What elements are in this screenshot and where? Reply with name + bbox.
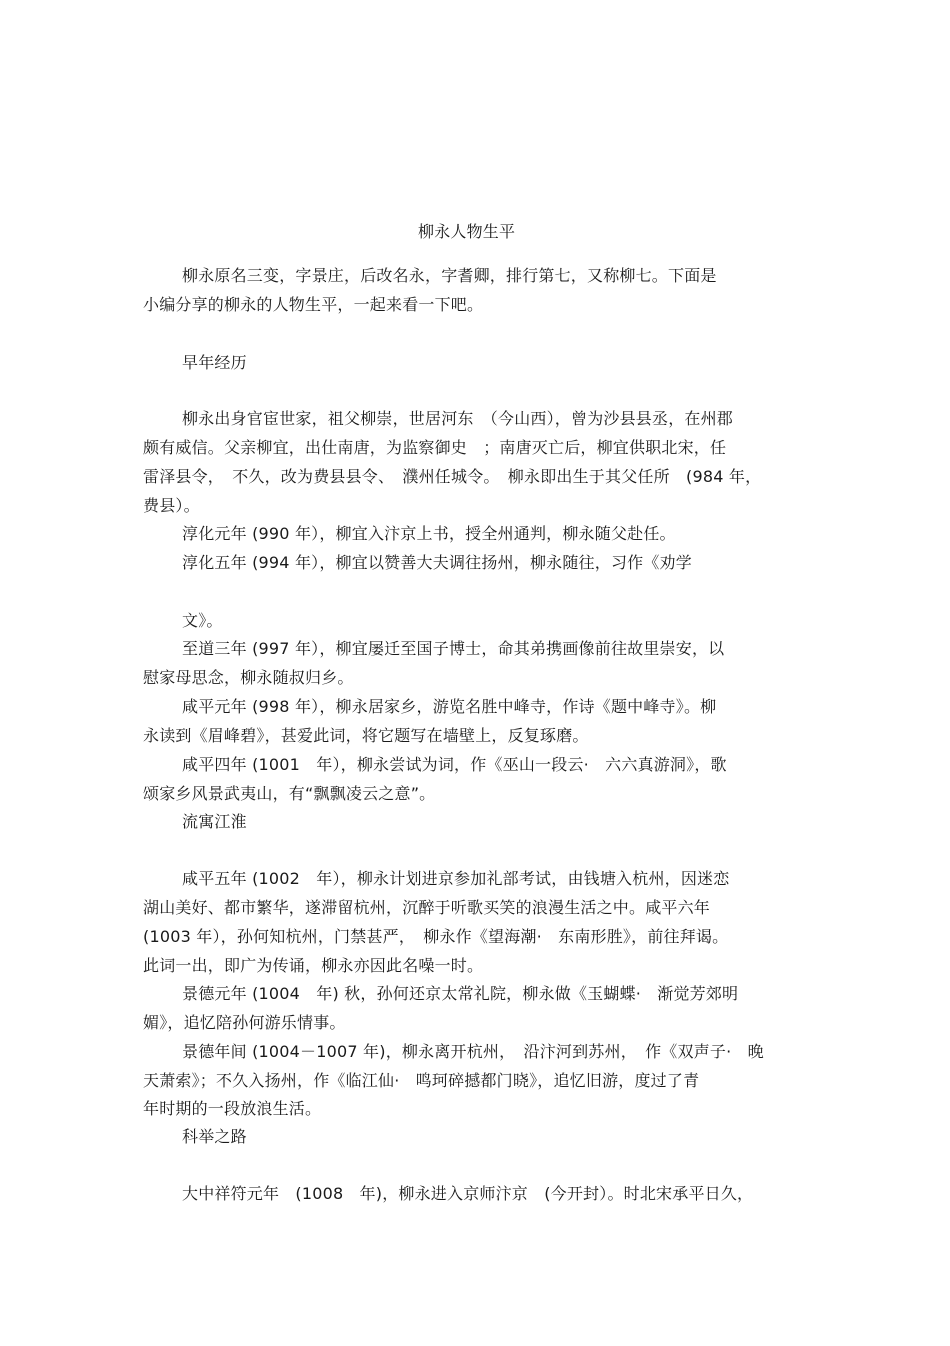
paragraph-1-line-3: 雷泽县令， 不久，改为费县县令、 濮州任城令。 柳永即出生于其父任所 (984 年，	[143, 467, 762, 486]
paragraph-8-line-1: 景德元年 (1004 年) 秋，孙何还京太常礼院，柳永做《玉蝴蝶· 渐觉芳郊明	[182, 984, 739, 1003]
paragraph-6-line-2: 颂家乡风景武夷山，有“飘飘凌云之意”。	[143, 784, 436, 803]
paragraph-2: 淳化元年 (990 年），柳宜入汴京上书，授全州通判，柳永随父赴任。	[182, 524, 676, 543]
paragraph-6-line-1: 咸平四年 (1001 年），柳永尝试为词，作《巫山一段云· 六六真游洞》，歌	[182, 755, 727, 774]
paragraph-7-line-2: 湖山美好、都市繁华，遂滞留杭州，沉醉于听歌买笑的浪漫生活之中。咸平六年	[143, 898, 711, 917]
section-heading-imperial-exam: 科举之路	[182, 1127, 247, 1146]
paragraph-3: 淳化五年 (994 年），柳宜以赞善大夫调往扬州，柳永随往，习作《劝学	[182, 553, 692, 572]
intro-line-1: 柳永原名三变，字景庄，后改名永，字耆卿，排行第七，又称柳七。下面是	[182, 266, 717, 285]
paragraph-5-line-1: 咸平元年 (998 年），柳永居家乡，游览名胜中峰寺，作诗《题中峰寺》。柳	[182, 697, 717, 716]
paragraph-9-line-1: 景德年间 (1004－1007 年)，柳永离开杭州， 沿汴河到苏州， 作《双声子· 晚	[182, 1042, 764, 1061]
intro-line-2: 小编分享的柳永的人物生平，一起来看一下吧。	[143, 295, 484, 314]
section-heading-jianghuai: 流寓江淮	[182, 812, 247, 831]
section-heading-early-years: 早年经历	[182, 353, 247, 372]
paragraph-9-line-2: 天萧索》；不久入扬州，作《临江仙· 鸣珂碎撼都门晓》，追忆旧游，度过了青	[143, 1071, 700, 1090]
paragraph-10: 大中祥符元年 (1008 年)，柳永进入京师汴京 (今开封）。时北宋承平日久，	[182, 1184, 754, 1203]
paragraph-7-line-4: 此词一出，即广为传诵，柳永亦因此名噪一时。	[143, 956, 484, 975]
paragraph-4-line-1: 至道三年 (997 年），柳宜屡迁至国子博士，命其弟携画像前往故里崇安，以	[182, 639, 725, 658]
document-title: 柳永人物生平	[418, 222, 516, 241]
paragraph-4-line-2: 慰家母思念，柳永随叔归乡。	[143, 668, 354, 687]
paragraph-8-line-2: 媚》，追忆陪孙何游乐情事。	[143, 1013, 346, 1032]
paragraph-5-line-2: 永读到《眉峰碧》，甚爱此词，将它题写在墙壁上，反复琢磨。	[143, 726, 589, 745]
paragraph-9-line-3: 年时期的一段放浪生活。	[143, 1099, 322, 1118]
paragraph-1-line-2: 颇有威信。父亲柳宜，出仕南唐，为监察御史 ；南唐灭亡后，柳宜供职北宋，任	[143, 438, 727, 457]
paragraph-1-line-4: 费县）。	[143, 496, 200, 515]
paragraph-7-line-1: 咸平五年 (1002 年），柳永计划进京参加礼部考试，由钱塘入杭州，因迷恋	[182, 869, 730, 888]
paragraph-1-line-1: 柳永出身官宦世家，祖父柳崇，世居河东 （今山西），曾为沙县县丞，在州郡	[182, 409, 734, 428]
paragraph-7-line-3: (1003 年），孙何知杭州，门禁甚严， 柳永作《望海潮· 东南形胜》，前往拜谒。	[143, 927, 729, 946]
paragraph-3-continued: 文》。	[182, 611, 223, 630]
